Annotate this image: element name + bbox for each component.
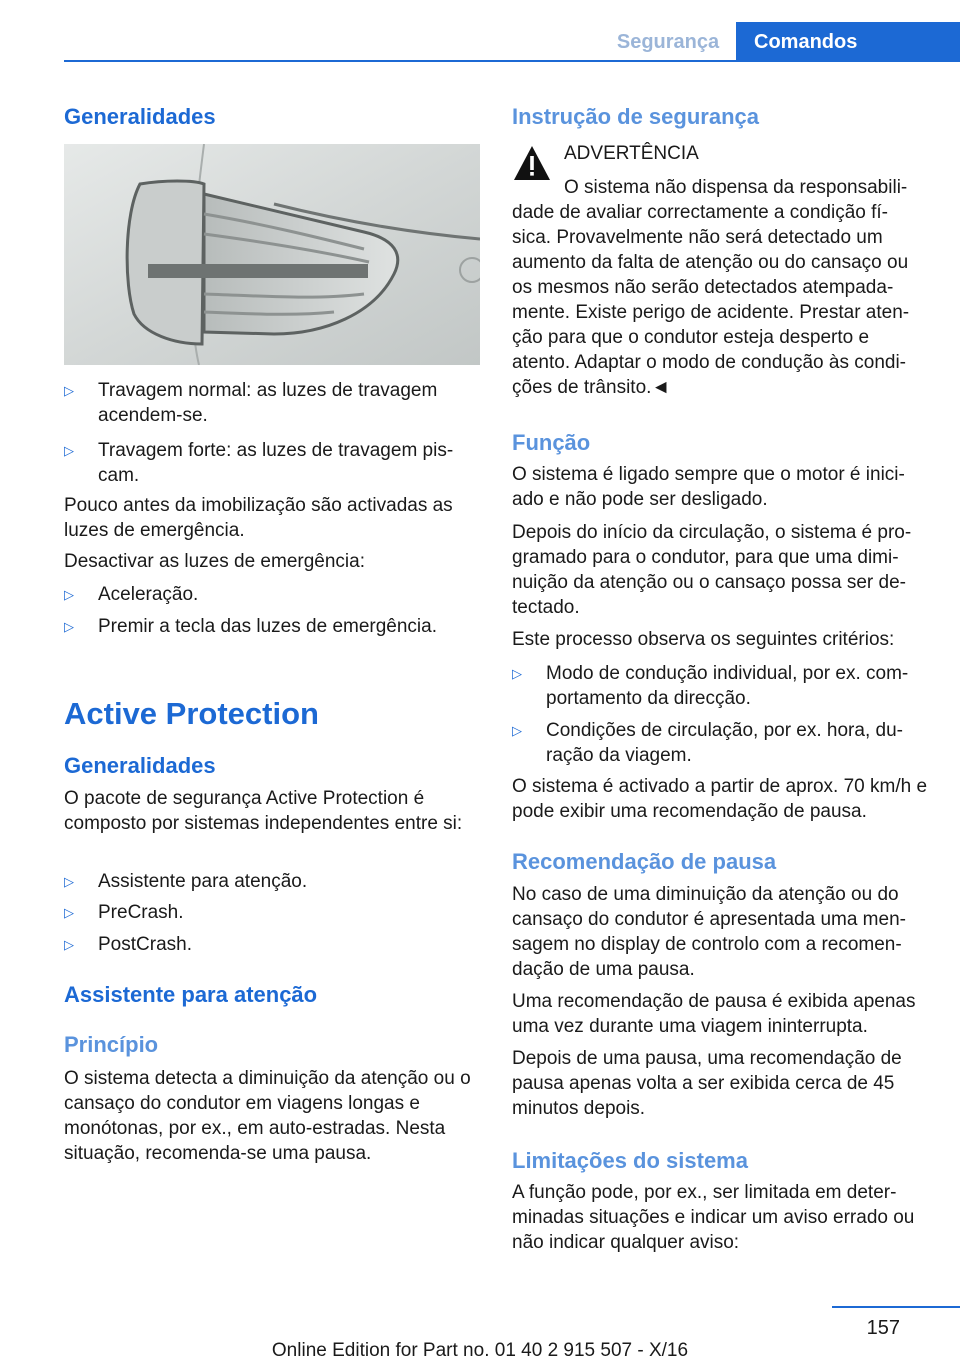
paragraph: No caso de uma diminuição da atenção ou do cansaço do condutor é apresentada uma men‐ sagem no display de controlo com a recomen‐ dação de uma pausa. xyxy=(512,884,906,980)
list-item-text: Aceleração. xyxy=(98,584,199,605)
warning-title: ADVERTÊNCIA xyxy=(564,143,699,164)
paragraph: A função pode, por ex., ser limitada em deter‐ minadas situações e indicar um aviso errado ou não indicar qualquer aviso: xyxy=(512,1182,915,1253)
paragraph: O pacote de segurança Active Protection é composto por sistemas independentes entre si: xyxy=(64,788,463,834)
header-tab-section: Segurança xyxy=(616,31,720,53)
bullet-icon: ▷ xyxy=(64,587,74,602)
paragraph: Desactivar as luzes de emergência: xyxy=(64,551,365,572)
heading-generalidades: Generalidades xyxy=(64,104,216,129)
tail-light-illustration xyxy=(64,144,480,365)
bullet-icon: ▷ xyxy=(512,723,522,738)
header-rule xyxy=(64,60,960,62)
footer-edition: Online Edition for Part no. 01 40 2 915 507 - X/16 xyxy=(271,1340,689,1361)
warning-text: O sistema não dispensa da responsabili‐ dade de avaliar correctamente a condição fí‐ sica. Provavelmente não será detectado um aumento da falta de atenção ou do cansaço ou os mesmos não serão detectados atempada‐ mente. Existe perigo de acidente. Prestar aten‐ ção para que o condutor esteja desperto e atento. Adaptar o modo de condução às condi‐ ções de trânsito.◄ xyxy=(512,177,910,398)
list-item-text: Assistente para atenção. xyxy=(98,871,308,892)
heading-recomendacao: Recomendação de pausa xyxy=(512,849,777,874)
paragraph: O sistema detecta a diminuição da atenção ou o cansaço do condutor em viagens longas e monótonas, por ex., em auto-estradas. Nesta situação, recomenda-se uma pausa. xyxy=(64,1068,471,1164)
paragraph: Depois do início da circulação, o sistema é pro‐ gramado para o condutor, para que uma dimi‐ nuição da atenção ou o cansaço possa ser de‐ tectado. xyxy=(512,522,912,618)
bullet-icon: ▷ xyxy=(512,666,522,681)
paragraph: Este processo observa os seguintes critérios: xyxy=(512,629,895,650)
heading-limitacoes: Limitações do sistema xyxy=(512,1148,748,1173)
footer-rule xyxy=(832,1306,960,1308)
paragraph: Depois de uma pausa, uma recomendação de pausa apenas volta a ser exibida cerca de 45 minutos depois. xyxy=(512,1048,902,1119)
bullet-icon: ▷ xyxy=(64,937,74,952)
paragraph: Uma recomendação de pausa é exibida apenas uma vez durante uma viagem ininterrupta. xyxy=(512,991,916,1037)
heading-generalidades: Generalidades xyxy=(64,753,216,778)
list-item-text: Modo de condução individual, por ex. com‐ portamento da direcção. xyxy=(546,663,909,709)
list-item-text: Condições de circulação, por ex. hora, du‐ ração da viagem. xyxy=(546,720,903,766)
list-item-text: Travagem normal: as luzes de travagem acendem-se. xyxy=(98,380,438,426)
paragraph: Pouco antes da imobilização são activadas as luzes de emergência. xyxy=(64,495,453,541)
bullet-icon: ▷ xyxy=(64,619,74,634)
paragraph: O sistema é activado a partir de aprox. 70 km/h e pode exibir uma recomendação de pausa. xyxy=(512,776,928,822)
list-item-text: PostCrash. xyxy=(98,934,192,955)
paragraph: O sistema é ligado sempre que o motor é inici‐ ado e não pode ser desligado. xyxy=(512,464,905,510)
bullet-icon: ▷ xyxy=(64,383,74,398)
bullet-icon: ▷ xyxy=(64,443,74,458)
heading-funcao: Função xyxy=(512,430,591,455)
section-title-active-protection: Active Protection xyxy=(64,696,319,731)
bullet-icon: ▷ xyxy=(64,905,74,920)
heading-principio: Princípio xyxy=(64,1032,159,1057)
header-tab-chapter: Comandos xyxy=(736,22,960,60)
page-number: 157 xyxy=(866,1317,900,1339)
heading-assistente: Assistente para atenção xyxy=(64,982,318,1007)
heading-instrucao: Instrução de segurança xyxy=(512,104,759,129)
list-item-text: Premir a tecla das luzes de emergência. xyxy=(98,616,437,637)
list-item-text: Travagem forte: as luzes de travagem pis‐ cam. xyxy=(98,440,454,486)
bullet-icon: ▷ xyxy=(64,874,74,889)
list-item-text: PreCrash. xyxy=(98,902,184,923)
